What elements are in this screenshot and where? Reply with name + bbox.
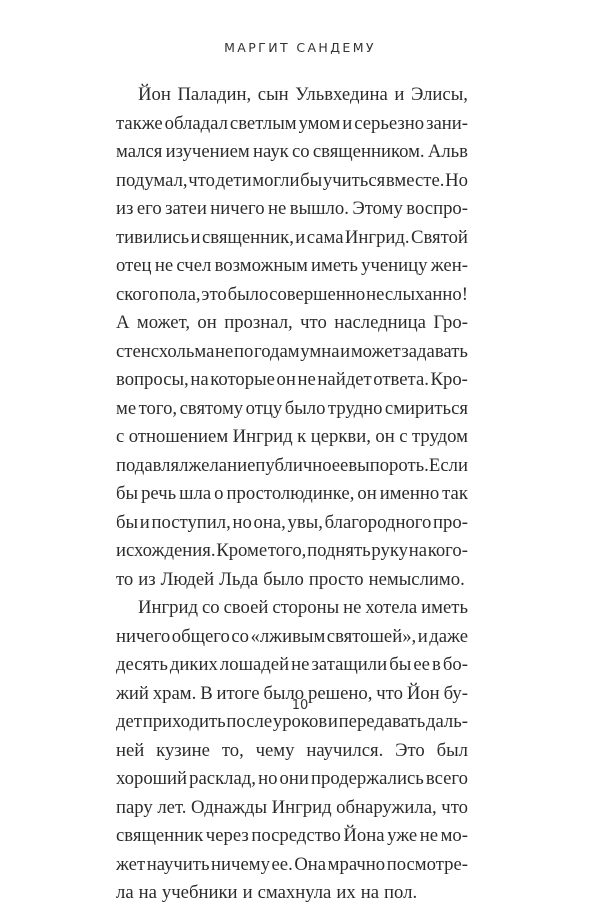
text-line: хороший расклад, но они продержались всего bbox=[116, 768, 468, 789]
text-line: бы и поступил, но она, увы, благородного про- bbox=[116, 511, 468, 533]
text-line: с отношением Ингрид к церкви, он с трудом bbox=[116, 426, 468, 447]
text-line: вопросы, на которые он не найдет ответа. Кро- bbox=[116, 369, 468, 390]
text-line: мался изучением наук со священником. Альв bbox=[116, 141, 468, 162]
text-line: тивились и священник, и сама Ингрид. Святой bbox=[116, 226, 468, 248]
text-line: ней кузине то, чему научился. Это был bbox=[116, 739, 468, 761]
page-number: 10 bbox=[291, 698, 309, 713]
text-line: исхождения. Кроме того, поднять руку на кого- bbox=[116, 540, 468, 561]
body-text bbox=[116, 81, 468, 908]
text-line: из его затеи ничего не вышло. Этому воспро- bbox=[116, 198, 468, 219]
text-line: то из Людей Льда было просто немыслимо. bbox=[116, 568, 465, 590]
text-line: жий храм. В итоге было решено, что Йон бу- bbox=[116, 682, 468, 704]
text-line: дет приходить после уроков и передавать даль- bbox=[116, 711, 468, 732]
text-line: подавлял желание публично ее выпороть. Если bbox=[116, 454, 468, 476]
paragraph bbox=[116, 594, 468, 908]
paragraph bbox=[116, 81, 468, 594]
text-line: ничего общего со «лживым святошей», и даже bbox=[116, 625, 468, 647]
text-line: ла на учебники и смахнула их на пол. bbox=[116, 882, 418, 903]
text-line: священник через посредство Йона уже не мо- bbox=[116, 825, 468, 846]
text-line: ме того, святому отцу было трудно смириться bbox=[116, 397, 468, 419]
text-line: жет научить ничему ее. Она мрачно посмотре- bbox=[116, 853, 468, 875]
text-line: ского пола, это было совершенно неслыханно! bbox=[116, 283, 468, 305]
text-line: А может, он прознал, что наследница Гро- bbox=[116, 312, 468, 333]
text-line: Йон Паладин, сын Ульвхедина и Элисы, bbox=[138, 84, 468, 105]
text-line: бы речь шла о простолюдинке, он именно так bbox=[116, 483, 468, 504]
text-line: десять диких лошадей не затащили бы ее в бо- bbox=[116, 654, 468, 675]
text-line: Ингрид со своей стороны не хотела иметь bbox=[138, 597, 468, 618]
running-head: МАРГИТ САНДЕМУ bbox=[224, 40, 376, 55]
text-line: отец не счел возможным иметь ученицу жен- bbox=[116, 255, 468, 276]
text-line: пару лет. Однажды Ингрид обнаружила, что bbox=[116, 796, 468, 818]
text-line: также обладал светлым умом и серьезно зани- bbox=[116, 112, 468, 134]
text-line: подумал, что дети могли бы учиться вместе. Но bbox=[116, 169, 468, 191]
text-line: стенсхольма не по годам умна и может задавать bbox=[116, 340, 468, 362]
